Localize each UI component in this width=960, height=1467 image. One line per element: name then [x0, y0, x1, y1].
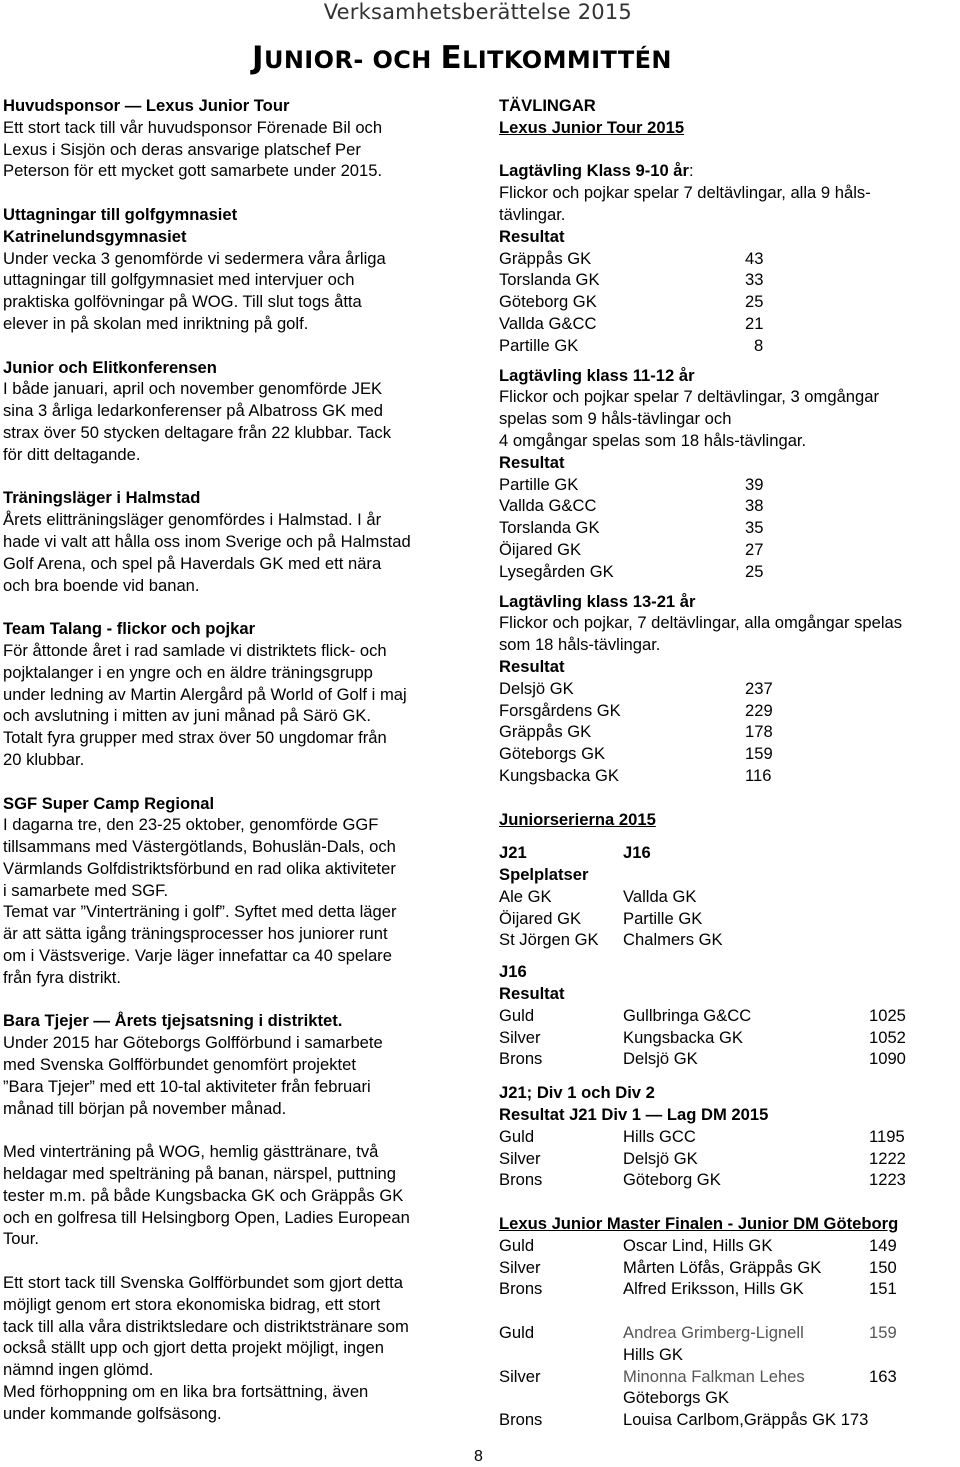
- section-uttagningar: [3, 204, 473, 335]
- result-row: [499, 1005, 960, 1027]
- result-row: [499, 291, 960, 313]
- result-label: Resultat: [499, 984, 565, 1004]
- title-litkommitten: LITKOMMITTÉN: [462, 46, 672, 74]
- result-row: [499, 539, 960, 561]
- spelplatser-label: Spelplatser: [499, 865, 589, 885]
- medal: Guld: [499, 1126, 535, 1146]
- section-heading: Huvudsponsor — Lexus Junior Tour: [3, 96, 290, 115]
- page-title: [252, 40, 672, 76]
- juniorserierna-heading: Juniorserierna 2015: [499, 809, 656, 829]
- text-line: om i Västsverige. Varje läger innefattar ca 40 spelare: [3, 946, 392, 966]
- master-heading: Lexus Junior Master Finalen - Junior DM Göteborg: [499, 1214, 899, 1234]
- text-line: Under 2015 har Göteborgs Golfförbund i samarbete: [3, 1033, 383, 1053]
- text-line: ”Bara Tjejer” med ett 10-tal aktiviteter från februari: [3, 1076, 371, 1096]
- text-line: Peterson för ett mycket gott samarbete under 2015.: [3, 161, 383, 181]
- class-heading: [499, 160, 960, 182]
- score: 173: [840, 1410, 869, 1430]
- text-line: 4 omgångar spelas som 18 håls-tävlingar.: [499, 430, 807, 450]
- score: 150: [869, 1257, 897, 1277]
- result-row: [499, 1235, 960, 1257]
- text-line: Ett stort tack till Svenska Golfförbundet som gjort detta: [3, 1273, 403, 1293]
- text-line: I både januari, april och november genomförde JEK: [3, 379, 383, 399]
- club-row: [499, 1344, 960, 1366]
- club-name: Torslanda GK: [499, 518, 600, 538]
- title-unior: UNIOR: [263, 46, 354, 74]
- result-row: [499, 1257, 960, 1279]
- text-line: Flickor och pojkar spelar 7 deltävlingar, 3 omgångar: [499, 387, 880, 407]
- series-j21: J21: [499, 843, 527, 863]
- result-row: [499, 1048, 960, 1070]
- player-name: Oscar Lind, Hills GK: [623, 1235, 773, 1255]
- section-heading: Team Talang - flickor och pojkar: [3, 619, 256, 639]
- text-line: Med förhoppning om en lika bra fortsättning, även: [3, 1382, 369, 1402]
- club-name: Gräppås GK: [499, 722, 592, 742]
- text-line: i samarbete med SGF.: [3, 880, 169, 900]
- text-line: Ett stort tack till vår huvudsponsor Förenade Bil och: [3, 117, 383, 137]
- text-line: uttagningar till golfgymnasiet med intervjuer och: [3, 270, 355, 290]
- result-row: [499, 517, 960, 539]
- text-line: för ditt deltagande.: [3, 444, 141, 464]
- medal: Brons: [499, 1049, 543, 1069]
- text-line: Flickor och pojkar, 7 deltävlingar, alla omgångar spelas: [499, 613, 903, 633]
- text-line: spelas som 9 håls-tävlingar och: [499, 409, 732, 429]
- result-row: [499, 1169, 960, 1191]
- score: 1090: [869, 1049, 906, 1069]
- result-row: [499, 269, 960, 291]
- player-name: Andrea Grimberg-Lignell: [623, 1323, 804, 1343]
- result-row: [499, 1322, 960, 1344]
- club-name: Vallda G&CC: [499, 313, 597, 333]
- text-line: möjligt genom ert stora ekonomiska bidrag, ett stort: [3, 1294, 381, 1314]
- text-line: praktiska golfövningar på WOG. Till slut togs åtta: [3, 292, 362, 312]
- club-name: Gullbringa G&CC: [623, 1005, 752, 1025]
- text-line: Totalt fyra grupper med strax över 50 ungdomar från: [3, 728, 387, 748]
- result-label: Resultat: [499, 656, 565, 676]
- score: 39: [745, 474, 764, 494]
- text-line: månad till början på november månad.: [3, 1098, 287, 1118]
- section-heading: SGF Super Camp Regional: [3, 793, 215, 813]
- text-line: som 18 håls-tävlingar.: [499, 635, 661, 655]
- text-line: Värmlands Golfdistriktsförbund en rad olika aktiviteter: [3, 858, 396, 878]
- text-line: Temat var ”Vinterträning i golf”. Syftet med detta läger: [3, 902, 397, 922]
- result-row: [499, 765, 960, 787]
- medal: Brons: [499, 1170, 543, 1190]
- text-line: sina 3 årliga ledarkonferenser på Albatross GK med: [3, 401, 384, 421]
- venue-j21: Ale GK: [499, 886, 552, 906]
- venue-row: [499, 908, 960, 930]
- score: 1025: [869, 1005, 906, 1025]
- result-row: [499, 561, 960, 583]
- text-line: är att sätta igång träningsprocesser hos juniorer runt: [3, 924, 388, 944]
- score: 38: [745, 496, 764, 516]
- score: 25: [745, 292, 764, 312]
- result-row: [499, 721, 960, 743]
- title-cap-e: E: [440, 40, 463, 76]
- text-line: tillsammans med Västergötlands, Bohuslän-Dals, och: [3, 837, 396, 857]
- club-name: Lysegården GK: [499, 561, 614, 581]
- section-bara-tjejer: [3, 1010, 473, 1119]
- result-row: [499, 1126, 960, 1148]
- section-tack: [3, 1272, 473, 1425]
- section-heading-tavlingar: TÄVLINGAR: [499, 96, 596, 115]
- result-row: [499, 678, 960, 700]
- text-line: och avslutning i mitten av juni månad på Särö GK.: [3, 706, 372, 726]
- text-line: under ledning av Martin Alergård på World of Golf i maj: [3, 684, 407, 704]
- j21-subheading: Resultat J21 Div 1 — Lag DM 2015: [499, 1105, 769, 1125]
- club-name: Vallda G&CC: [499, 496, 597, 516]
- score: 1223: [869, 1170, 906, 1190]
- medal: Guld: [499, 1235, 535, 1255]
- score: 1195: [869, 1126, 905, 1146]
- medal: Silver: [499, 1366, 541, 1386]
- result-row: [499, 1366, 960, 1388]
- result-row: [499, 700, 960, 722]
- result-label: Resultat: [499, 226, 565, 246]
- result-row: [499, 1027, 960, 1049]
- text-line: strax över 50 stycken deltagare från 22 klubbar. Tack: [3, 422, 392, 442]
- text-line: tack till alla våra distriktsledare och distriktstränare som: [3, 1316, 409, 1336]
- venue-j16: Chalmers GK: [623, 930, 723, 950]
- player-name: Alfred Eriksson, Hills GK: [623, 1279, 804, 1299]
- result-row: [499, 1278, 960, 1300]
- text-line: heldagar med spelträning på banan, närspel, puttning: [3, 1164, 396, 1184]
- medal: Brons: [499, 1410, 543, 1430]
- text-line: under kommande golfsäsong.: [3, 1403, 222, 1423]
- score: 159: [745, 744, 773, 764]
- text-line: Flickor och pojkar spelar 7 deltävlingar, alla 9 håls-: [499, 183, 871, 203]
- text-line: pojktalanger i en yngre och en äldre träningsgrupp: [3, 662, 373, 682]
- text-line: hade vi valt att hålla oss inom Sverige och på Halmstad: [3, 531, 411, 551]
- club-name: Delsjö GK: [499, 678, 574, 698]
- result-row: [499, 474, 960, 496]
- text-line: I dagarna tre, den 23-25 oktober, genomförde GGF: [3, 815, 379, 835]
- score: 27: [745, 539, 764, 559]
- text-line: också ställt upp och gjort detta projekt möjligt, ingen: [3, 1338, 384, 1358]
- text-line: Lexus i Sisjön och deras ansvarige platschef Per: [3, 139, 361, 159]
- j21-heading: J21; Div 1 och Div 2: [499, 1083, 655, 1103]
- score: 116: [745, 765, 772, 785]
- text-line: tävlingar.: [499, 204, 566, 224]
- text-line: elever in på skolan med inriktning på golf.: [3, 313, 309, 333]
- score: 21: [745, 313, 764, 333]
- club-name: Partille GK: [499, 335, 579, 355]
- right-column: [499, 95, 960, 1431]
- player-name: Louisa Carlbom,Gräppås GK: [623, 1410, 837, 1430]
- text-line: 20 klubbar.: [3, 749, 85, 769]
- club-name: Forsgårdens GK: [499, 700, 621, 720]
- player-club: Hills GK: [623, 1344, 683, 1364]
- text-line: och bra boende vid banan.: [3, 575, 200, 595]
- score: 1222: [869, 1148, 906, 1168]
- series-j16: J16: [623, 843, 651, 863]
- score: 1052: [869, 1027, 906, 1047]
- text-line: Golf Arena, och spel på Haverdals GK med ett nära: [3, 553, 382, 573]
- club-name: Göteborg GK: [499, 292, 597, 312]
- text-line: Med vinterträning på WOG, hemlig gästtränare, två: [3, 1142, 379, 1162]
- section-subheading: Katrinelundsgymnasiet: [3, 226, 187, 246]
- venue-j21: Öijared GK: [499, 908, 582, 928]
- section-huvudsponsor: [3, 95, 473, 182]
- club-name: Gräppås GK: [499, 248, 592, 268]
- medal: Guld: [499, 1323, 535, 1343]
- result-row: [499, 1148, 960, 1170]
- result-label: Resultat: [499, 452, 565, 472]
- result-row: [499, 1409, 960, 1431]
- class-title: Lagtävling klass 13-21 år: [499, 591, 696, 611]
- club-name: Delsjö GK: [623, 1049, 698, 1069]
- score: 33: [745, 270, 764, 290]
- section-heading: Junior och Elitkonferensen: [3, 357, 217, 377]
- class-title: Lagtävling klass 11-12 år: [499, 365, 695, 385]
- result-row: [499, 313, 960, 335]
- left-column: [3, 95, 473, 1446]
- result-row: [499, 495, 960, 517]
- venue-j16: Vallda GK: [623, 886, 697, 906]
- score: 237: [745, 678, 773, 698]
- club-row: [499, 1387, 960, 1409]
- text-line: nämnd ingen glömd.: [3, 1360, 154, 1380]
- score: 35: [745, 518, 764, 538]
- score: 163: [869, 1366, 897, 1386]
- text-line: från fyra distrikt.: [3, 967, 122, 987]
- j16-heading: J16: [499, 962, 527, 982]
- score: 159: [869, 1323, 897, 1343]
- score: 149: [869, 1235, 897, 1255]
- venue-row: [499, 886, 960, 908]
- text-line: Tour.: [3, 1229, 39, 1249]
- section-team-talang: [3, 618, 473, 771]
- title-cap-j: J: [252, 40, 264, 76]
- medal: Guld: [499, 1005, 535, 1025]
- venue-j21: St Jörgen GK: [499, 930, 599, 950]
- text-line: Under vecka 3 genomförde vi sedermera våra årliga: [3, 248, 386, 268]
- medal: Silver: [499, 1148, 541, 1168]
- player-club: Göteborgs GK: [623, 1388, 730, 1408]
- report-header: Verksamhetsberättelse 2015: [323, 0, 632, 24]
- player-name: Minonna Falkman Lehes: [623, 1366, 805, 1386]
- result-row: [499, 248, 960, 270]
- section-heading: Träningsläger i Halmstad: [3, 488, 201, 508]
- venue-j16: Partille GK: [623, 908, 703, 928]
- section-konferensen: [3, 357, 473, 466]
- club-name: Delsjö GK: [623, 1148, 698, 1168]
- club-name: Kungsbacka GK: [623, 1027, 743, 1047]
- page-number: 8: [474, 1448, 483, 1465]
- medal: Brons: [499, 1279, 543, 1299]
- medal: Silver: [499, 1257, 541, 1277]
- text-line: tester m.m. på både Kungsbacka GK och Gräppås GK: [3, 1185, 404, 1205]
- section-vintertraning: [3, 1141, 473, 1250]
- club-name: Torslanda GK: [499, 270, 600, 290]
- series-header-row: [499, 842, 960, 864]
- section-heading: Uttagningar till golfgymnasiet: [3, 204, 238, 224]
- score: 229: [745, 700, 773, 720]
- score: 151: [869, 1279, 897, 1299]
- club-name: Kungsbacka GK: [499, 765, 619, 785]
- score: 178: [745, 722, 773, 742]
- class-title: Lagtävling Klass 9-10 år: [499, 161, 689, 181]
- text-line: och en golfresa till Helsingborg Open, Ladies European: [3, 1207, 410, 1227]
- section-traningslager: [3, 487, 473, 596]
- score: 25: [745, 561, 764, 581]
- result-row: [499, 743, 960, 765]
- club-name: Öijared GK: [499, 539, 582, 559]
- club-name: Hills GCC: [623, 1126, 696, 1146]
- club-name: Göteborg GK: [623, 1170, 721, 1190]
- club-name: Göteborgs GK: [499, 744, 606, 764]
- colon: :: [689, 161, 694, 181]
- text-line: med Svenska Golfförbundet genomfört projektet: [3, 1055, 356, 1075]
- score: 43: [745, 248, 764, 268]
- section-super-camp: [3, 793, 473, 989]
- club-name: Partille GK: [499, 474, 579, 494]
- venue-row: [499, 929, 960, 951]
- player-name: Mårten Löfås, Gräppås GK: [623, 1257, 822, 1277]
- medal: Silver: [499, 1027, 541, 1047]
- result-row: [499, 335, 960, 357]
- score: 8: [754, 335, 764, 355]
- text-line: Årets elitträningsläger genomfördes i Halmstad. I år: [3, 510, 382, 530]
- section-heading: Bara Tjejer — Årets tjejsatsning i distriktet.: [3, 1011, 343, 1031]
- section-subheading-ljt: Lexus Junior Tour 2015: [499, 117, 685, 137]
- text-line: För åttonde året i rad samlade vi distriktets flick- och: [3, 640, 387, 660]
- title-och: - OCH: [353, 46, 441, 74]
